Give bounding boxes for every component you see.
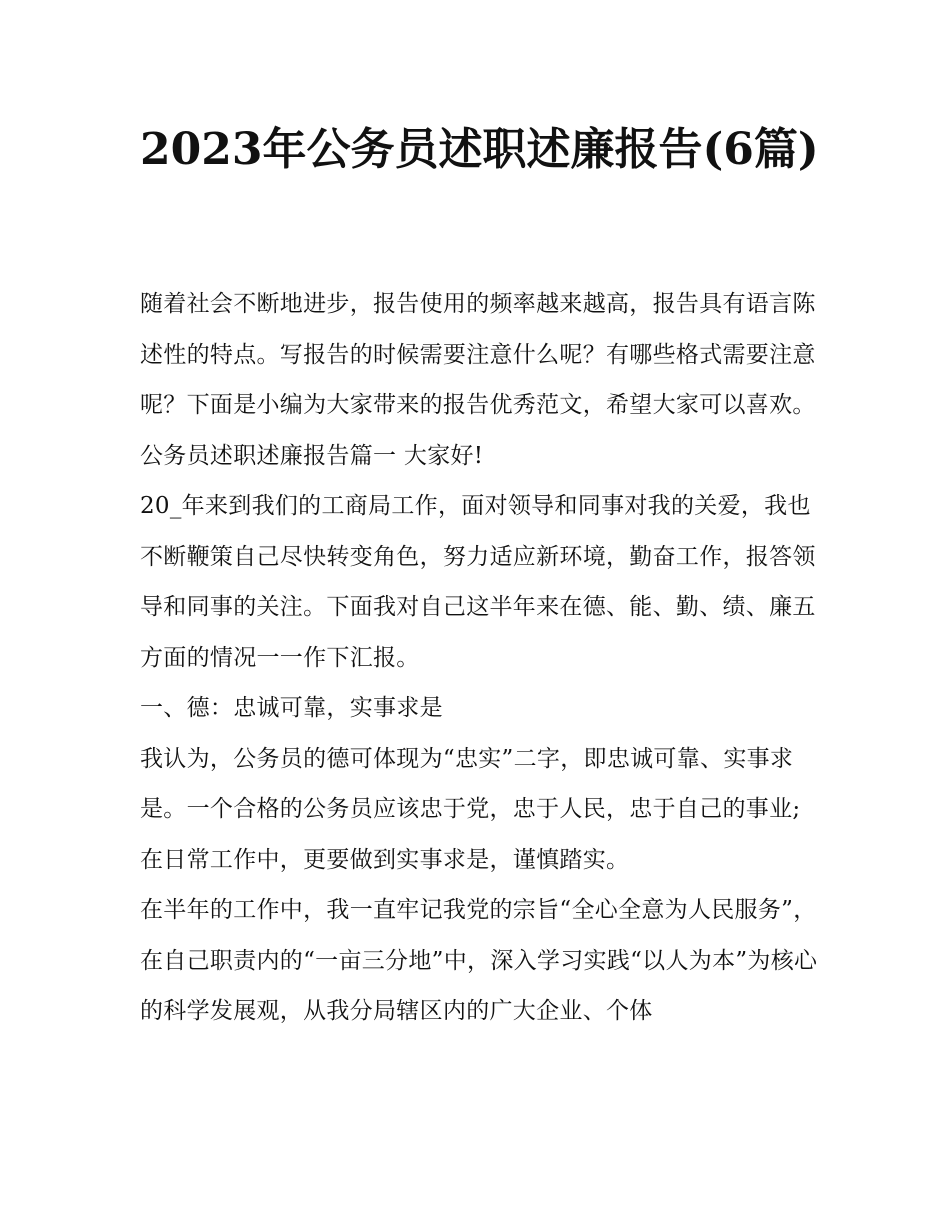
document-body [140, 279, 820, 1037]
section-heading-part-one: 公务员述职述廉报告篇一 大家好! [140, 442, 484, 469]
body-paragraph: 我认为，公务员的德可体现为“忠实”二字，即忠诚可靠、实事求是。一个合格的公务员应该忠于党，忠于人民，忠于自己的事业;在日常工作中，更要做到实事求是，谨慎踏实。 [140, 745, 801, 873]
intro-paragraph: 随着社会不断地进步，报告使用的频率越来越高，报告具有语言陈述性的特点。写报告的时候需要注意什么呢？有哪些格式需要注意呢？下面是小编为大家带来的报告优秀范文，希望大家可以喜欢。 [140, 291, 816, 418]
section-heading-virtue: 一、德：忠诚可靠，实事求是 [140, 695, 443, 721]
body-paragraph: 在半年的工作中，我一直牢记我党的宗旨“全心全意为人民服务”，在自己职责内的“一亩三分地”中，深入学习实践“以人为本”为核心的科学发展观，从我分局辖区内的广大企业、个体 [140, 897, 818, 1024]
body-paragraph: 20_年来到我们的工商局工作，面对领导和同事对我的关爱，我也不断鞭策自己尽快转变角色，努力适应新环境，勤奋工作，报答领导和同事的关注。下面我对自己这半年来在德、能、勤、绩、廉五方面的情况一一作下汇报。 [140, 493, 816, 671]
document-title: 2023年公务员述职述廉报告(6篇) [140, 124, 819, 175]
